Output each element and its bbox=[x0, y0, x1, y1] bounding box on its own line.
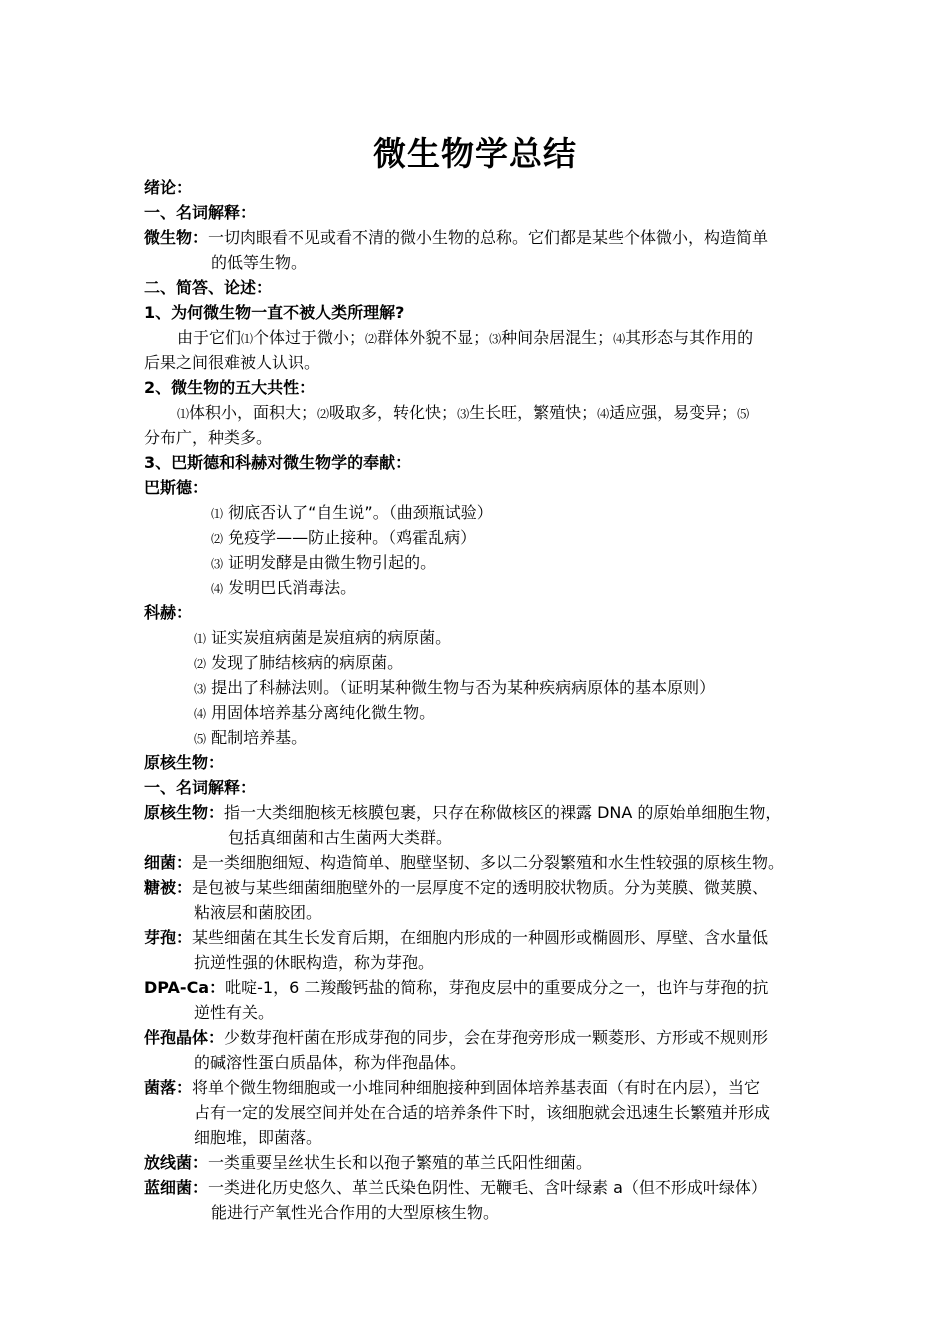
item-text: 提出了科赫法则。（证明某种微生物与否为某种疾病病原体的基本原则） bbox=[211, 678, 716, 697]
item-text: 证实炭疽病菌是炭疽病的病原菌。 bbox=[211, 628, 452, 647]
item-number: ⑶ bbox=[211, 557, 224, 571]
definition-text-continued: 粘液层和菌胶团。 bbox=[194, 903, 323, 922]
item-number: ⑴ bbox=[177, 407, 190, 421]
term-label: 细菌： bbox=[144, 853, 193, 872]
definition-text-continued: 的低等生物。 bbox=[211, 253, 308, 272]
term-label: 放线菌： bbox=[144, 1153, 209, 1172]
definition-microbe bbox=[144, 226, 768, 250]
answer-text: 体积小，面积大； bbox=[189, 403, 318, 422]
item-text: 免疫学——防止接种。（鸡霍乱病） bbox=[228, 528, 477, 547]
item-number: ⑸ bbox=[737, 407, 750, 421]
answer-2-line-2: 分布广，种类多。 bbox=[144, 428, 273, 447]
pasteur-item bbox=[211, 501, 493, 526]
item-number: ⑶ bbox=[457, 407, 470, 421]
answer-text: 生长旺，繁殖快； bbox=[469, 403, 598, 422]
definition-text: 指一大类细胞核无核膜包裹，只存在称做核区的裸露 DNA 的原始单细胞生物， bbox=[224, 803, 782, 822]
koch-label: 科赫： bbox=[144, 603, 193, 622]
item-text: 证明发酵是由微生物引起的。 bbox=[228, 553, 437, 572]
definition-text: 一类重要呈丝状生长和以孢子繁殖的革兰氏阳性细菌。 bbox=[208, 1153, 593, 1172]
definition-text: 一切肉眼看不见或看不清的微小生物的总称。它们都是某些个体微小，构造简单 bbox=[208, 228, 769, 247]
item-number: ⑷ bbox=[597, 407, 610, 421]
answer-text: 种间杂居混生； bbox=[501, 328, 614, 347]
definition-text-continued: 包括真细菌和古生菌两大类群。 bbox=[228, 828, 453, 847]
item-number: ⑵ bbox=[194, 657, 207, 671]
definition-text-continued: 抗逆性强的休眠构造，称为芽孢。 bbox=[194, 953, 435, 972]
definition-spore bbox=[144, 926, 768, 950]
item-text: 发明巴氏消毒法。 bbox=[228, 578, 357, 597]
subheading-terms: 一、名词解释： bbox=[144, 203, 257, 222]
definition-text-continued: 占有一定的发展空间并处在合适的培养条件下时，该细胞就会迅速生长繁殖并形成 bbox=[194, 1103, 771, 1122]
definition-glycocalyx bbox=[144, 876, 768, 900]
definition-parasporal-crystal bbox=[144, 1026, 768, 1050]
definition-bacteria bbox=[144, 851, 784, 875]
item-number: ⑵ bbox=[365, 332, 378, 346]
pasteur-label: 巴斯德： bbox=[144, 478, 209, 497]
section-heading-intro: 绪论： bbox=[144, 178, 193, 197]
definition-text: 某些细菌在其生长发育后期，在细胞内形成的一种圆形或椭圆形、厚壁、含水量低 bbox=[192, 928, 769, 947]
definition-text: 少数芽孢杆菌在形成芽孢的同步，会在芽孢旁形成一颗菱形、方形或不规则形 bbox=[224, 1028, 769, 1047]
definition-actinomycete bbox=[144, 1151, 592, 1175]
definition-cyanobacteria bbox=[144, 1176, 767, 1200]
answer-2-line-1 bbox=[177, 401, 749, 426]
subheading-qa: 二、简答、论述： bbox=[144, 278, 273, 297]
answer-text: 由于它们 bbox=[177, 328, 242, 347]
pasteur-item bbox=[211, 551, 436, 576]
answer-1-line-1 bbox=[177, 326, 753, 351]
term-label: DPA-Ca： bbox=[144, 978, 226, 997]
item-number: ⑶ bbox=[194, 682, 207, 696]
pasteur-item bbox=[211, 526, 476, 551]
term-label: 芽孢： bbox=[144, 928, 193, 947]
item-number: ⑶ bbox=[489, 332, 502, 346]
term-label: 糖被： bbox=[144, 878, 193, 897]
answer-1-line-2: 后果之间很难被人认识。 bbox=[144, 353, 321, 372]
question-1: 1、为何微生物一直不被人类所理解? bbox=[144, 303, 405, 322]
answer-text: 其形态与其作用的 bbox=[625, 328, 754, 347]
item-number: ⑷ bbox=[211, 582, 224, 596]
definition-text: 一类进化历史悠久、革兰氏染色阴性、无鞭毛、含叶绿素 a（但不形成叶绿体） bbox=[208, 1178, 767, 1197]
term-label: 原核生物： bbox=[144, 803, 225, 822]
item-number: ⑵ bbox=[211, 532, 224, 546]
term-label: 蓝细菌： bbox=[144, 1178, 209, 1197]
definition-dpa-ca bbox=[144, 976, 768, 1000]
item-number: ⑷ bbox=[194, 707, 207, 721]
item-number: ⑸ bbox=[194, 732, 207, 746]
koch-item bbox=[194, 726, 307, 751]
item-text: 配制培养基。 bbox=[211, 728, 308, 747]
item-text: 彻底否认了“自生说”。（曲颈瓶试验） bbox=[228, 503, 493, 522]
definition-text: 是一类细胞细短、构造简单、胞壁坚韧、多以二分裂繁殖和水生性较强的原核生物。 bbox=[192, 853, 785, 872]
term-label: 菌落： bbox=[144, 1078, 193, 1097]
term-label: 微生物： bbox=[144, 228, 209, 247]
subheading-terms: 一、名词解释： bbox=[144, 778, 257, 797]
answer-text: 适应强，易变异； bbox=[609, 403, 738, 422]
definition-text-continued: 细胞堆，即菌落。 bbox=[194, 1128, 323, 1147]
question-2: 2、微生物的五大共性： bbox=[144, 378, 316, 397]
definition-prokaryote bbox=[144, 801, 781, 825]
definition-text-continued: 逆性有关。 bbox=[194, 1003, 275, 1022]
item-number: ⑴ bbox=[241, 332, 254, 346]
answer-text: 吸取多，转化快； bbox=[329, 403, 458, 422]
answer-text: 个体过于微小； bbox=[253, 328, 366, 347]
item-number: ⑵ bbox=[317, 407, 330, 421]
pasteur-item bbox=[211, 576, 356, 601]
definition-text: 将单个微生物细胞或一小堆同种细胞接种到固体培养基表面（有时在内层），当它 bbox=[192, 1078, 761, 1097]
document-title: 微生物学总结 bbox=[373, 134, 577, 173]
item-text: 用固体培养基分离纯化微生物。 bbox=[211, 703, 436, 722]
question-3: 3、巴斯德和科赫对微生物学的奉献： bbox=[144, 453, 412, 472]
koch-item bbox=[194, 676, 715, 701]
section-heading-prokaryote: 原核生物： bbox=[144, 753, 225, 772]
item-text: 发现了肺结核病的病原菌。 bbox=[211, 653, 404, 672]
term-label: 伴孢晶体： bbox=[144, 1028, 225, 1047]
answer-text: 群体外貌不显； bbox=[377, 328, 490, 347]
koch-item bbox=[194, 701, 435, 726]
definition-text: 吡啶-1，6 二羧酸钙盐的简称，芽孢皮层中的重要成分之一，也许与芽孢的抗 bbox=[225, 978, 769, 997]
definition-colony bbox=[144, 1076, 760, 1100]
item-number: ⑷ bbox=[613, 332, 626, 346]
definition-text-continued: 的碱溶性蛋白质晶体，称为伴孢晶体。 bbox=[194, 1053, 467, 1072]
item-number: ⑴ bbox=[194, 632, 207, 646]
definition-text: 是包被与某些细菌细胞壁外的一层厚度不定的透明胶状物质。分为荚膜、微荚膜、 bbox=[192, 878, 769, 897]
item-number: ⑴ bbox=[211, 507, 224, 521]
koch-item bbox=[194, 651, 403, 676]
definition-text-continued: 能进行产氧性光合作用的大型原核生物。 bbox=[211, 1203, 500, 1222]
koch-item bbox=[194, 626, 451, 651]
